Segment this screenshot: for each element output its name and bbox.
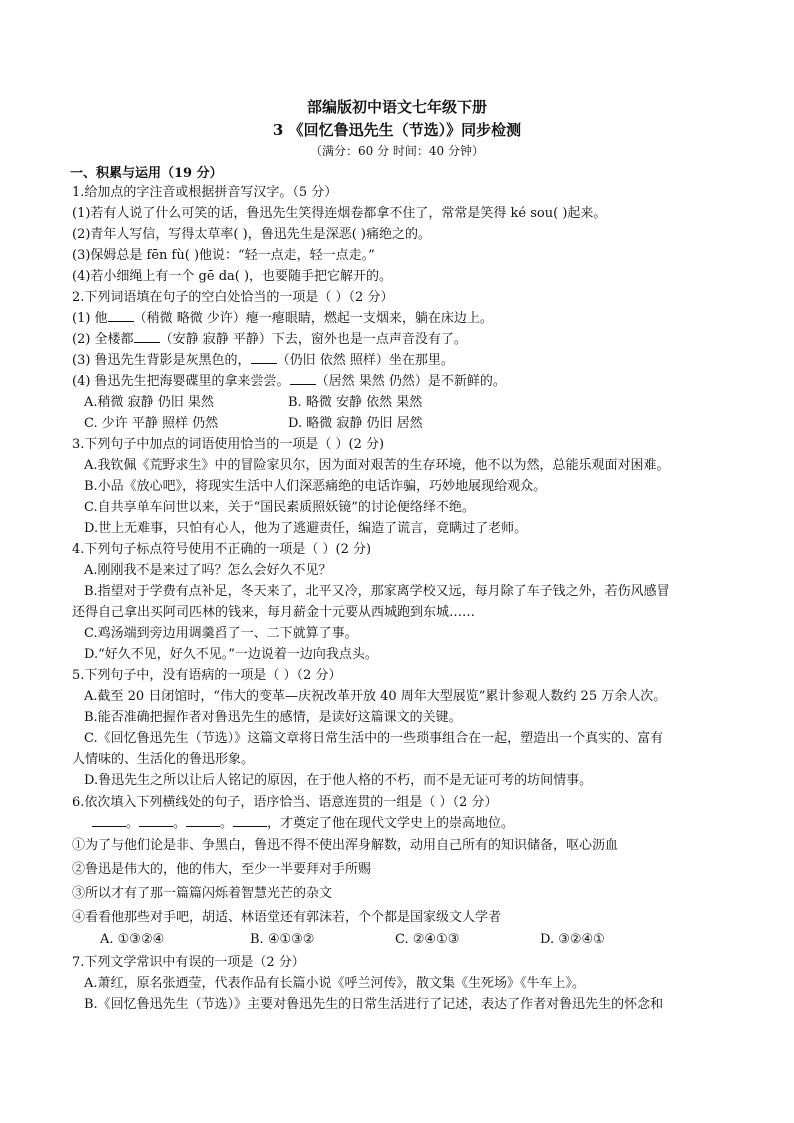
q6-option-a: A. ①③②④ [100, 932, 165, 947]
q2-option-d: D. 略微 寂静 仍旧 居然 [288, 416, 423, 431]
q2-item-1 [72, 309, 732, 328]
q4-option-b: B.指望对于学费有点补足，冬天来了，北平又冷，那家离学校又远，每月除了车子钱之外，若伤风感冒 [84, 584, 670, 599]
q2-item-2 [72, 330, 732, 349]
q6-option-b: B. ④①③② [250, 932, 315, 947]
blank-line [134, 330, 160, 343]
q1-item-2: (2)青年人写信，写得太草率( )，鲁迅先生是深恶( )痛绝之的。 [72, 227, 431, 242]
q6-option-c: C. ②④①③ [395, 932, 460, 947]
q2-option-b: B. 略微 安静 依然 果然 [288, 395, 423, 410]
q2-item-4-head: (4) 鲁迅先生把海婴碟里的拿来尝尝。 [72, 374, 290, 389]
q6-item-2: ②鲁迅是伟大的，他的伟大，至少一半要拜对手所赐 [72, 862, 372, 877]
q2-item-4-tail: （居然 果然 仍然）是不新鲜的。 [315, 374, 506, 389]
q1-item-1: (1)若有人说了什么可笑的话，鲁迅先生笑得连烟卷都拿不住了，常常是笑得 ké sou( )起来。 [72, 206, 607, 221]
q4-option-c: C.鸡汤端到旁边用调羹舀了一、二下就算了事。 [84, 626, 358, 641]
page-subtitle: 3 《回忆鲁迅先生（节选）》同步检测 [272, 121, 522, 139]
q6-fill-tail: ，才奠定了他在现代文学史上的崇高地位。 [267, 816, 515, 831]
q3-option-d: D.世上无难事，只怕有心人，他为了逃避责任，编造了谎言，竟瞒过了老师。 [84, 521, 528, 536]
q2-stem: 2.下列词语填在句子的空白处恰当的一项是（ ）（2 分） [72, 290, 394, 305]
q6-fill-line: 。 。 。 ，才奠定了他在现代文学史上的崇高地位。 [92, 814, 752, 833]
q7-option-a: A.萧红，原名张迺莹，代表作品有长篇小说《呼兰河传》，散文集《生死场》《牛车上》。 [84, 976, 586, 991]
q5-option-c-cont: 人情味的、生活化的鲁迅形象。 [72, 752, 255, 767]
blank-line [290, 372, 316, 385]
q2-item-4 [72, 372, 732, 391]
q2-item-3-head: (3) 鲁迅先生背影是灰黑色的， [72, 353, 251, 368]
q7-option-b: B.《回忆鲁迅先生（节选）》主要对鲁迅先生的日常生活进行了记述，表达了作者对鲁迅先生的怀念和 [84, 997, 664, 1012]
blank-line [92, 814, 126, 827]
q3-option-a: A.我钦佩《荒野求生》中的冒险家贝尔，因为面对艰苦的生存环境，他不以为然，总能乐观面对困难。 [84, 458, 670, 473]
blank-line [108, 309, 134, 322]
q5-stem: 5.下列句子中，没有语病的一项是（ ）（2 分） [72, 668, 342, 683]
q4-option-b-cont: 还得自己拿出买阿司匹林的钱来，每月薪金十元要从西城跑到东城…… [72, 605, 476, 620]
q3-stem: 3.下列句子中加点的词语使用恰当的一项是（ ）(2 分) [72, 437, 385, 452]
q1-item-4: (4)若小细绳上有一个 gē da( )，也要随手把它解开的。 [72, 269, 393, 284]
q2-option-a: A.稍微 寂静 仍旧 果然 [84, 395, 214, 410]
q4-option-d: D.“好久不见，好久不见。”一边说着一边向我点头。 [84, 647, 378, 662]
q2-item-2-head: (2) 全楼都 [72, 332, 134, 347]
q6-item-1: ①为了与他们论是非、争黑白，鲁迅不得不使出浑身解数，动用自己所有的知识储备，呕心沥血 [72, 838, 619, 853]
q5-option-a: A.截至 20 日闭馆时，“伟大的变革—庆祝改革开放 40 周年大型展览”累计参观人数约 25 万余人次。 [84, 689, 667, 704]
q7-stem: 7.下列文学常识中有误的一项是（2 分） [72, 955, 305, 970]
section-heading: 一、积累与运用（19 分） [70, 166, 223, 181]
exam-meta: （满分：60 分 时间：40 分钟） [310, 144, 484, 158]
q2-item-3-tail: （仍旧 依然 照样）坐在那里。 [276, 353, 454, 368]
q5-option-d: D.鲁迅先生之所以让后人铭记的原因，在于他人格的不朽，而不是无证可考的坊间情事。 [84, 773, 593, 788]
blank-line [139, 814, 173, 827]
q2-item-1-tail: （稍微 略微 少许）瘪一瘪眼睛，燃起一支烟来，躺在床边上。 [133, 311, 493, 326]
q6-option-d: D. ③②④① [540, 932, 605, 947]
page-title: 部编版初中语文七年级下册 [306, 98, 487, 116]
q4-stem: 4.下列句子标点符号使用不正确的一项是（ ）(2 分) [72, 542, 372, 557]
q1-stem: 1.给加点的字注音或根据拼音写汉字。（5 分） [72, 185, 338, 200]
q1-item-3: (3)保姆总是 fēn fù( )他说：“轻一点走，轻一点走。” [72, 248, 375, 263]
q2-item-2-tail: （安静 寂静 平静）下去，窗外也是一点声音没有了。 [159, 332, 467, 347]
blank-line [233, 814, 267, 827]
blank-line [186, 814, 220, 827]
q6-item-3: ③所以才有了那一篇篇闪烁着智慧光芒的杂文 [72, 886, 333, 901]
q3-option-c: C.自共享单车问世以来，关于“国民素质照妖镜”的讨论便络绎不绝。 [84, 500, 475, 515]
q2-options-row-2 [84, 414, 744, 433]
q6-options [100, 930, 760, 949]
q4-option-a: A.刚刚我不是来过了吗？怎么会好久不见？ [84, 563, 332, 578]
q2-options-row-1 [84, 393, 744, 412]
q3-option-b: B.小品《放心吧》，将现实生活中人们深恶痛绝的电话诈骗，巧妙地展现给观众。 [84, 479, 547, 494]
q5-option-c: C.《回忆鲁迅先生（节选）》这篇文章将日常生活中的一些琐事组合在一起，塑造出一个真实的、富有 [84, 731, 664, 746]
q6-stem: 6.依次填入下列横线处的句子，语序恰当、语意连贯的一组是（ ）（2 分） [72, 795, 498, 810]
q5-option-b: B.能否准确把握作者对鲁迅先生的感情，是读好这篇课文的关键。 [84, 710, 462, 725]
q6-item-4: ④看看他那些对手吧，胡适、林语堂还有郭沫若，个个都是国家级文人学者 [72, 910, 502, 925]
q2-item-3 [72, 351, 732, 370]
blank-line [251, 351, 277, 364]
q2-option-c: C. 少许 平静 照样 仍然 [84, 416, 219, 431]
q2-item-1-head: (1) 他 [72, 311, 108, 326]
